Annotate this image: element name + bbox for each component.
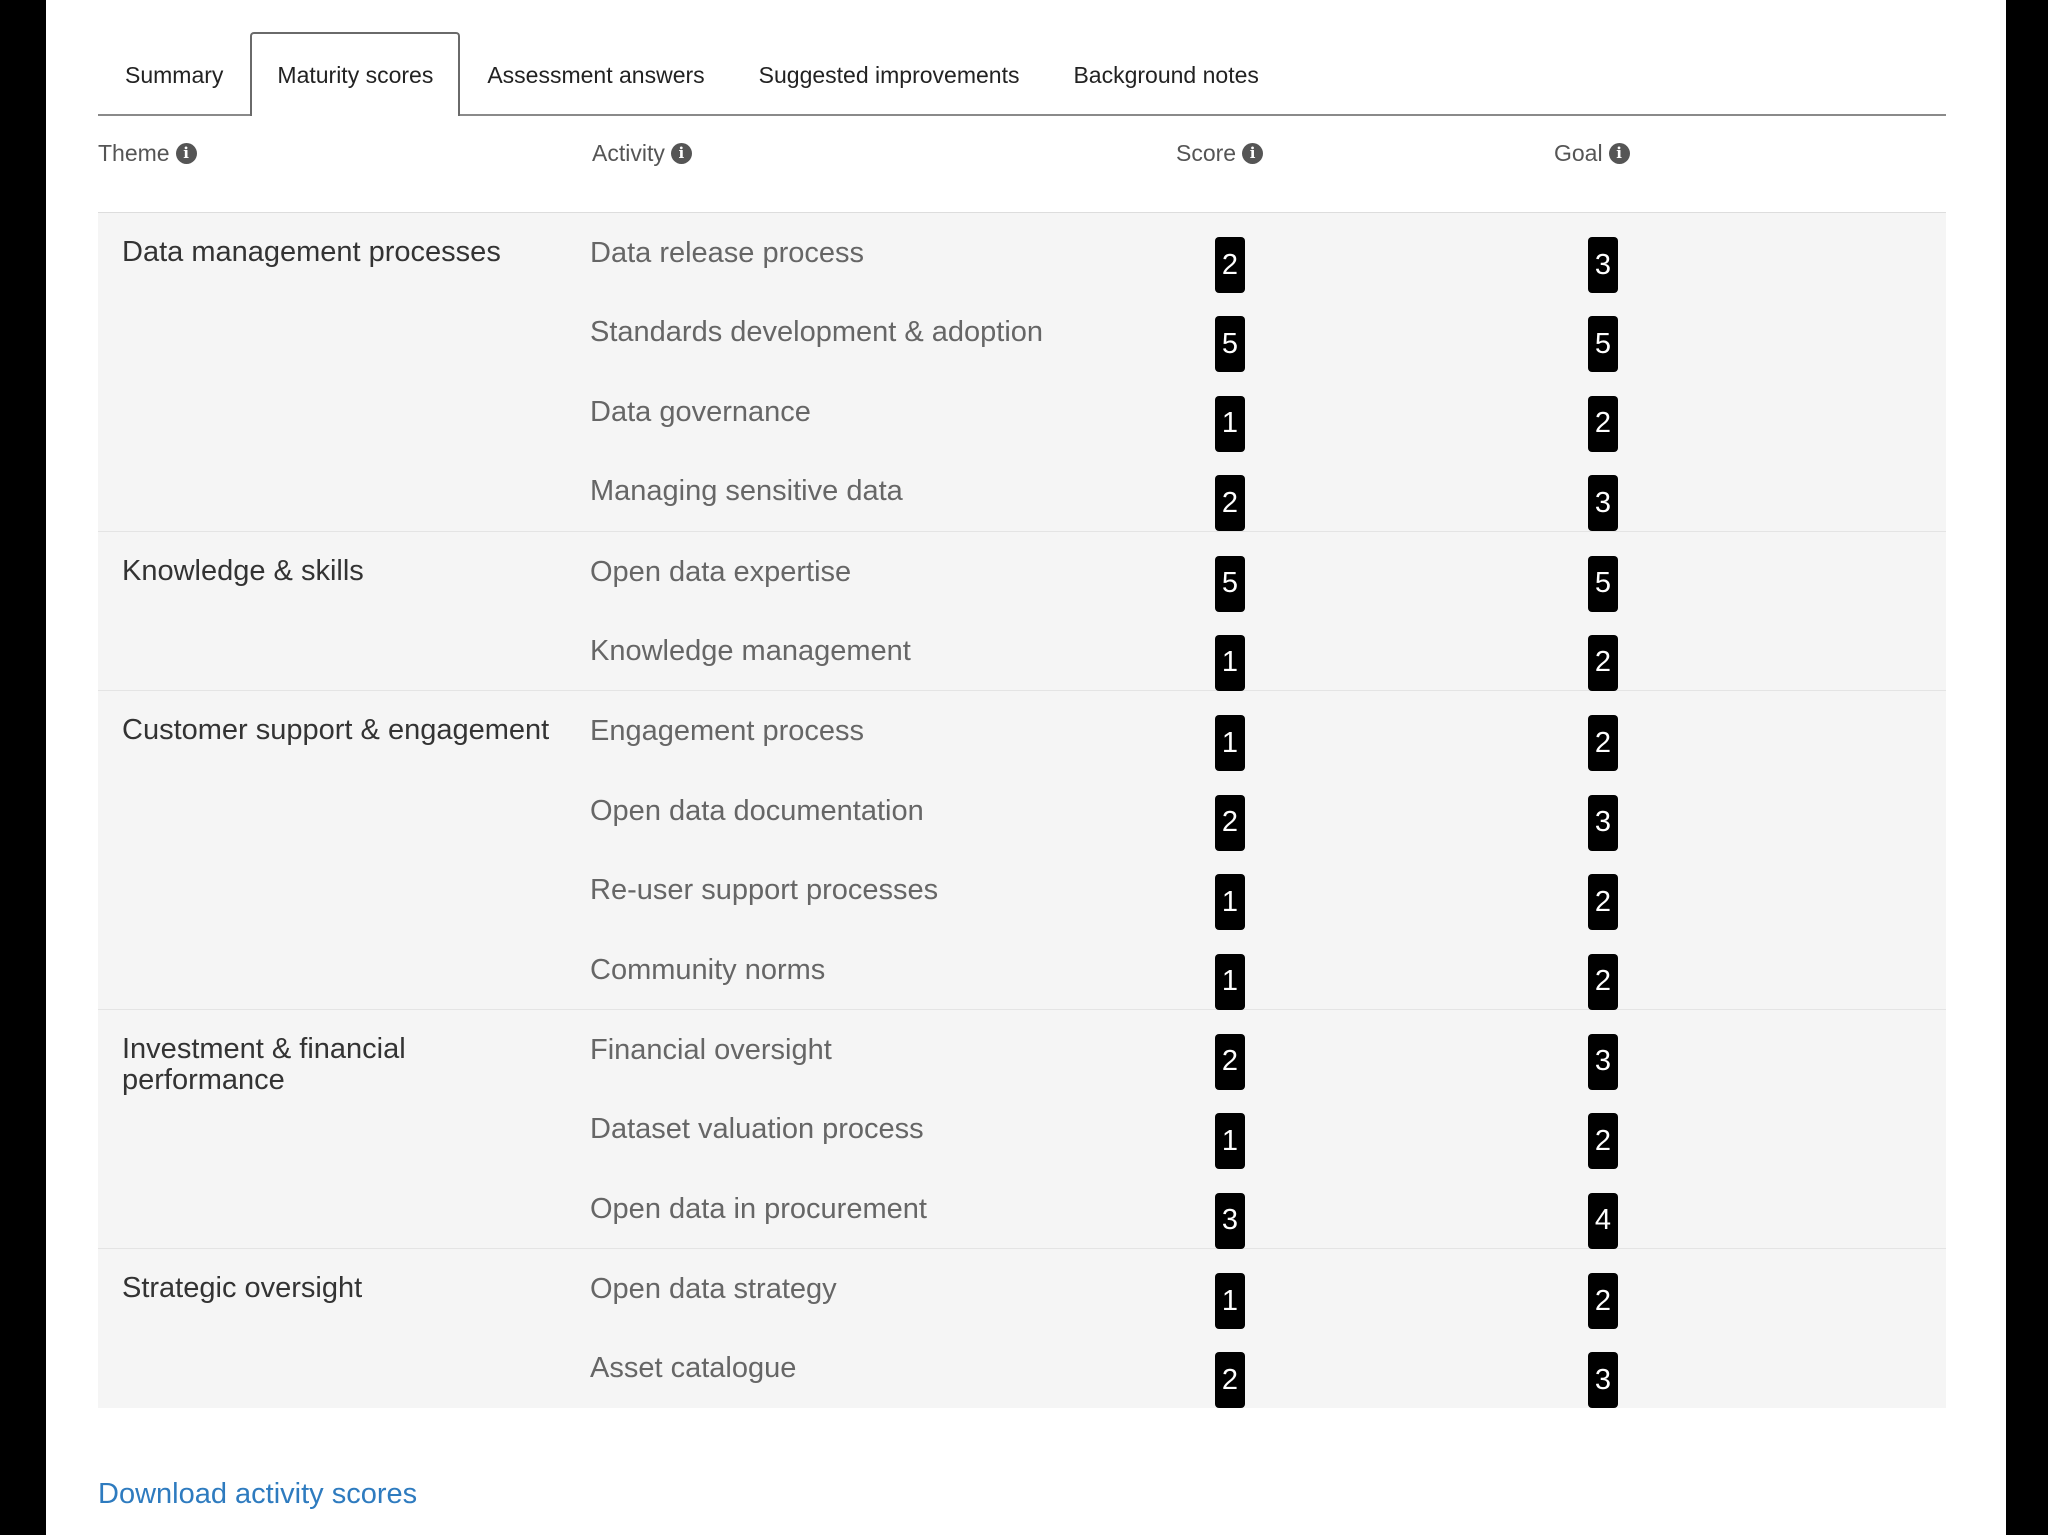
theme-name: Data management processes <box>122 236 501 268</box>
goal-header <box>1554 140 1630 167</box>
activity-name: Open data strategy <box>590 1273 837 1306</box>
activity-row <box>98 1328 1946 1407</box>
score-badge: 2 <box>1215 795 1245 851</box>
goal-badge: 2 <box>1588 954 1618 1010</box>
activity-name: Financial oversight <box>590 1033 832 1066</box>
goal-badge: 4 <box>1588 1193 1618 1249</box>
score-header-label: Score <box>1176 140 1237 166</box>
activity-name: Open data in procurement <box>590 1192 927 1225</box>
activity-row <box>98 292 1946 371</box>
activity-row <box>98 691 1946 770</box>
activity-row <box>98 1010 1946 1089</box>
theme-name: Investment & financial performance <box>122 1032 406 1096</box>
activity-row <box>98 213 1946 292</box>
activity-name: Open data expertise <box>590 555 852 588</box>
goal-badge: 2 <box>1588 635 1618 691</box>
activity-row <box>98 372 1946 451</box>
table-header <box>98 140 1946 180</box>
theme-name: Knowledge & skills <box>122 554 364 587</box>
activity-row <box>98 1089 1946 1168</box>
score-badge: 1 <box>1215 715 1245 771</box>
activity-row <box>98 1249 1946 1328</box>
theme-group <box>98 691 1946 1010</box>
goal-badge: 2 <box>1588 1273 1618 1329</box>
theme-group <box>98 1249 1946 1408</box>
score-badge: 2 <box>1215 237 1245 293</box>
activity-name: Dataset valuation process <box>590 1113 924 1146</box>
score-badge: 1 <box>1215 635 1245 691</box>
goal-badge: 3 <box>1588 237 1618 293</box>
score-header <box>1176 140 1263 167</box>
score-badge: 1 <box>1215 396 1245 452</box>
download-activity-scores-link[interactable]: Download activity scores <box>98 1478 418 1510</box>
info-icon[interactable]: i <box>1242 143 1263 164</box>
activity-name: Asset catalogue <box>590 1352 797 1385</box>
tab-bar <box>98 32 1946 116</box>
activity-name: Knowledge management <box>590 634 911 667</box>
goal-header-label: Goal <box>1554 140 1603 166</box>
activity-header <box>592 140 692 167</box>
theme-header-label: Theme <box>98 140 170 166</box>
score-badge: 1 <box>1215 874 1245 930</box>
goal-badge: 2 <box>1588 396 1618 452</box>
score-badge: 5 <box>1215 556 1245 612</box>
goal-badge: 3 <box>1588 475 1618 531</box>
score-badge: 5 <box>1215 316 1245 372</box>
activity-name: Data release process <box>590 237 865 269</box>
activity-row <box>98 611 1946 690</box>
scores-table-body <box>98 212 1946 1408</box>
tab-maturity-scores[interactable]: Maturity scores <box>250 32 460 116</box>
tab-background-notes[interactable]: Background notes <box>1073 61 1259 88</box>
activity-row <box>98 451 1946 530</box>
tab-assessment-answers[interactable]: Assessment answers <box>487 61 705 88</box>
score-badge: 3 <box>1215 1193 1245 1249</box>
activity-name: Managing sensitive data <box>590 475 903 508</box>
score-badge: 2 <box>1215 1034 1245 1090</box>
theme-group <box>98 532 1946 692</box>
info-icon[interactable]: i <box>671 143 692 164</box>
goal-badge: 3 <box>1588 1034 1618 1090</box>
activity-name: Engagement process <box>590 715 865 748</box>
tab-suggested-improvements[interactable]: Suggested improvements <box>758 61 1020 88</box>
activity-row <box>98 771 1946 850</box>
goal-badge: 2 <box>1588 1113 1618 1169</box>
activity-name: Open data documentation <box>590 794 924 827</box>
activity-name: Standards development & adoption <box>590 316 1044 349</box>
score-badge: 1 <box>1215 1273 1245 1329</box>
score-badge: 1 <box>1215 1113 1245 1169</box>
activity-name: Data governance <box>590 395 811 428</box>
score-badge: 2 <box>1215 475 1245 531</box>
activity-name: Re-user support processes <box>590 874 939 907</box>
goal-badge: 3 <box>1588 795 1618 851</box>
score-badge: 2 <box>1215 1352 1245 1408</box>
theme-name: Strategic oversight <box>122 1272 363 1305</box>
goal-badge: 5 <box>1588 556 1618 612</box>
info-icon[interactable]: i <box>176 143 197 164</box>
goal-badge: 3 <box>1588 1352 1618 1408</box>
activity-name: Community norms <box>590 953 826 986</box>
theme-group <box>98 213 1946 532</box>
activity-row <box>98 1169 1946 1248</box>
theme-name: Customer support & engagement <box>122 714 550 747</box>
info-icon[interactable]: i <box>1609 143 1630 164</box>
theme-group <box>98 1010 1946 1249</box>
score-badge: 1 <box>1215 954 1245 1010</box>
goal-badge: 2 <box>1588 715 1618 771</box>
activity-row <box>98 930 1946 1009</box>
activity-row <box>98 850 1946 929</box>
tab-summary[interactable]: Summary <box>125 61 224 88</box>
activity-header-label: Activity <box>592 140 665 166</box>
activity-row <box>98 532 1946 611</box>
goal-badge: 5 <box>1588 316 1618 372</box>
goal-badge: 2 <box>1588 874 1618 930</box>
theme-header <box>98 140 197 167</box>
page <box>46 0 2006 1535</box>
